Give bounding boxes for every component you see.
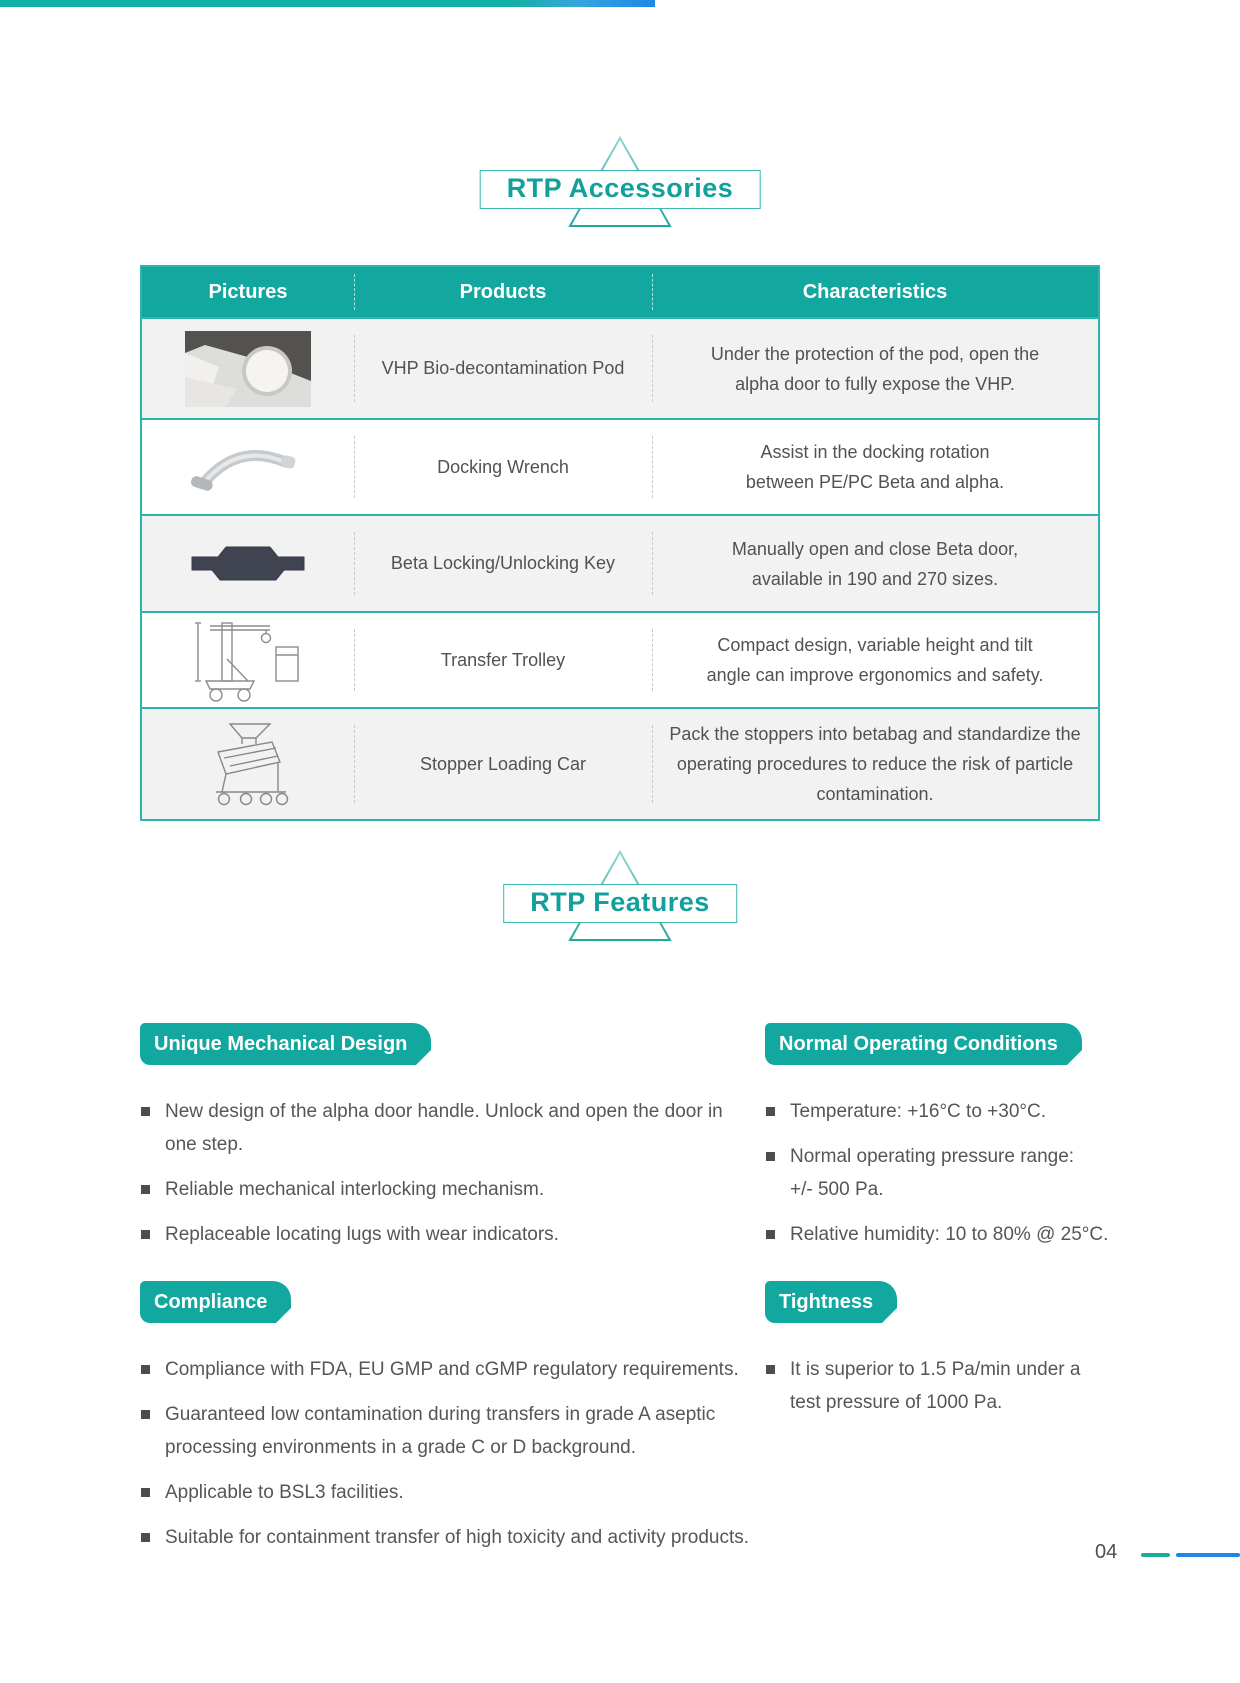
list-item: It is superior to 1.5 Pa/min under a test pressure of 1000 Pa. [765, 1353, 1160, 1419]
table-row [142, 317, 1098, 418]
product-characteristics: Assist in the docking rotation between PE/PC Beta and alpha. [745, 442, 1005, 492]
list-item: Compliance with FDA, EU GMP and cGMP regulatory requirements. [140, 1353, 765, 1386]
list-item: Normal operating pressure range: +/- 500 Pa. [765, 1140, 1160, 1206]
section-title-accessories: RTP Accessories [480, 170, 761, 209]
product-characteristics: Under the protection of the pod, open the alpha door to fully expose the VHP. [710, 343, 1040, 394]
page-number: 04 [1095, 1541, 1118, 1563]
badge-normal-operating-conditions: Normal Operating Conditions [765, 1023, 1082, 1065]
table-row [142, 611, 1098, 707]
product-name: Beta Locking/Unlocking Key [354, 516, 652, 611]
product-characteristics: Compact design, variable height and tilt angle can improve ergonomics and safety. [706, 635, 1044, 685]
rtp-features-title [0, 850, 1240, 942]
features-row-2 [140, 1281, 1160, 1566]
product-name: Stopper Loading Car [354, 709, 652, 819]
section-title-features: RTP Features [503, 884, 737, 923]
badge-unique-mechanical-design: Unique Mechanical Design [140, 1023, 431, 1065]
list-item: Suitable for containment transfer of high toxicity and activity products. [140, 1521, 765, 1554]
footer-teal-dash [1141, 1553, 1170, 1557]
normal-operating-conditions-list [765, 1095, 1160, 1251]
list-item: Relative humidity: 10 to 80% @ 25°C. [765, 1218, 1160, 1251]
product-name: Transfer Trolley [354, 613, 652, 707]
product-name: VHP Bio-decontamination Pod [354, 319, 652, 418]
transfer-trolley-image [192, 617, 304, 703]
table-header-characteristics: Characteristics [652, 267, 1098, 317]
product-characteristics: Pack the stoppers into betabag and standardize the operating procedures to reduce the risk of particle contamination. [669, 724, 1081, 804]
features-row-1 [140, 1023, 1160, 1263]
vhp-pod-image [185, 331, 311, 407]
stopper-loading-car-image [192, 720, 304, 808]
table-header-pictures: Pictures [208, 280, 288, 303]
top-accent-bar [0, 0, 655, 7]
list-item: Applicable to BSL3 facilities. [140, 1476, 765, 1509]
list-item: Replaceable locating lugs with wear indicators. [140, 1218, 765, 1251]
table-row [142, 707, 1098, 819]
footer-blue-dash [1176, 1553, 1240, 1557]
docking-wrench-image [187, 436, 309, 498]
table-header-products: Products [354, 267, 652, 317]
accessories-table [140, 265, 1100, 821]
rtp-accessories-title [0, 136, 1240, 228]
badge-tightness: Tightness [765, 1281, 897, 1323]
table-row [142, 418, 1098, 514]
tightness-list [765, 1353, 1160, 1419]
compliance-list [140, 1353, 765, 1554]
table-row [142, 514, 1098, 611]
table-header-row [142, 267, 1098, 317]
product-name: Docking Wrench [354, 420, 652, 514]
list-item: Temperature: +16°C to +30°C. [765, 1095, 1160, 1128]
unique-mechanical-design-list [140, 1095, 765, 1251]
badge-compliance: Compliance [140, 1281, 291, 1323]
product-characteristics: Manually open and close Beta door, available in 190 and 270 sizes. [731, 538, 1019, 589]
list-item: Guaranteed low contamination during transfers in grade A aseptic processing environments in a grade C or D background. [140, 1398, 765, 1464]
list-item: Reliable mechanical interlocking mechanism. [140, 1173, 765, 1206]
list-item: New design of the alpha door handle. Unlock and open the door in one step. [140, 1095, 765, 1161]
beta-key-image [186, 541, 310, 587]
